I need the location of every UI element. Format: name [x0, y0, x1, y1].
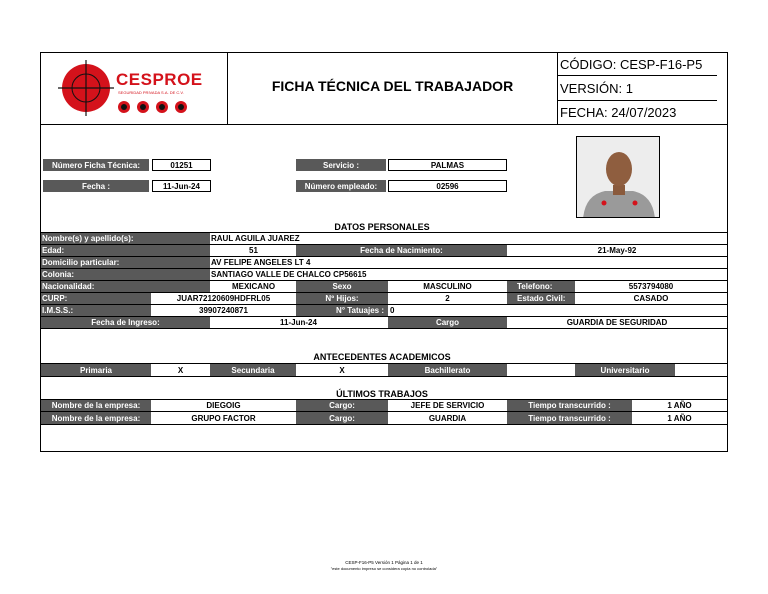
universitario-label: Universitario — [575, 364, 675, 376]
trabajo-1-tiempo-value: 1 AÑO — [667, 401, 692, 410]
cargo-value: GUARDIA DE SEGURIDAD — [566, 318, 668, 327]
datos-bottom-border — [40, 328, 728, 329]
primaria-value: X — [177, 365, 184, 375]
document-code: CÓDIGO: CESP-F16-P5 — [560, 56, 703, 72]
antecedentes-title: ANTECEDENTES ACADEMICOS — [313, 352, 451, 362]
fecha-label: Fecha : — [43, 180, 149, 192]
secundaria-label: Secundaria — [210, 364, 296, 376]
estado-civil-value: CASADO — [633, 294, 669, 303]
nombre-value: RAUL AGUILA JUAREZ — [211, 234, 300, 243]
logo-text: CESPROE — [116, 70, 203, 89]
trabajo-2-cargo-value: GUARDIA — [428, 413, 467, 423]
cargo-label: Cargo — [388, 317, 507, 328]
antecedentes-bottom-border — [40, 376, 728, 377]
servicio-label: Servicio : — [296, 159, 386, 171]
footer-copy-note: "este documento impreso se considera copia no controlada" — [330, 566, 438, 571]
trabajo-1-cargo-label: Cargo: — [296, 400, 388, 411]
trabajo-1-tiempo-label: Tiempo transcurrido : — [507, 400, 632, 411]
nacionalidad-value: MEXICANO — [231, 282, 276, 291]
logo-tagline: SEGURIDAD PRIVADA S.A. DE C.V. — [118, 90, 184, 95]
universitario-value — [675, 364, 727, 376]
curp-value: JUAR72120609HDFRL05 — [176, 294, 271, 303]
employee-portrait-icon — [577, 137, 660, 218]
footer-version-line: CESP-F16-P5 Versión 1 Página 1 de 1 — [345, 560, 423, 565]
trabajo-2-cargo-label: Cargo: — [296, 412, 388, 424]
numero-ficha-label: Número Ficha Técnica: — [43, 159, 149, 171]
tatuajes-value: 0 — [390, 306, 395, 315]
nombre-label: Nombre(s) y apellido(s): — [41, 233, 210, 244]
estado-civil-label: Estado Civil: — [507, 293, 575, 304]
edad-value: 51 — [249, 246, 258, 255]
colonia-label: Colonia: — [41, 269, 210, 280]
telefono-value: 5573794080 — [628, 282, 674, 291]
bachillerato-label: Bachillerato — [388, 364, 507, 376]
sexo-value: MASCULINO — [423, 282, 472, 291]
bachillerato-value — [507, 364, 575, 376]
header-bottom-border — [40, 124, 728, 125]
colonia-value: SANTIAGO VALLE DE CHALCO CP56615 — [211, 270, 367, 279]
sexo-label: Sexo — [296, 281, 388, 292]
fecha-nacimiento-label: Fecha de Nacimiento: — [296, 245, 507, 256]
ultimos-trabajos-title: ÚLTIMOS TRABAJOS — [336, 389, 428, 399]
hijos-value: 2 — [445, 294, 450, 303]
curp-label: CURP: — [41, 293, 151, 304]
imss-value: 39907240871 — [199, 306, 248, 315]
primaria-label: Primaria — [41, 364, 151, 376]
imss-label: I.M.S.S.: — [41, 305, 151, 316]
numero-ficha-value: 01251 — [152, 159, 211, 171]
document-date: FECHA: 24/07/2023 — [560, 105, 677, 120]
numero-empleado-label: Número empleado: — [296, 180, 386, 192]
trabajos-bottom-border — [40, 424, 728, 425]
telefono-label: Telefono: — [507, 281, 575, 292]
trabajo-2-empresa-value: GRUPO FACTOR — [191, 413, 256, 423]
trabajo-2-tiempo-value: 1 AÑO — [667, 413, 692, 423]
trabajo-2-empresa-label: Nombre de la empresa: — [41, 412, 151, 424]
trabajo-1-empresa-value: DIEGOIG — [206, 401, 241, 410]
hijos-label: Nº Hijos: — [296, 293, 388, 304]
fecha-ingreso-label: Fecha de Ingreso: — [41, 317, 210, 328]
trabajo-2-tiempo-label: Tiempo transcurrido : — [507, 412, 632, 424]
document-version: VERSIÓN: 1 — [560, 80, 633, 96]
secundaria-value: X — [339, 365, 345, 375]
fecha-ingreso-value: 11-Jun-24 — [280, 318, 317, 327]
domicilio-label: Domicilio particular: — [41, 257, 210, 268]
edad-label: Edad: — [41, 245, 210, 256]
numero-empleado-value: 02596 — [388, 180, 507, 192]
trabajo-1-empresa-label: Nombre de la empresa: — [41, 400, 151, 411]
trabajo-1-cargo-value: JEFE DE SERVICIO — [410, 401, 485, 410]
fecha-value: 11-Jun-24 — [152, 180, 211, 192]
company-logo — [58, 60, 203, 116]
page-title: FICHA TÉCNICA DEL TRABAJADOR — [271, 78, 514, 94]
tatuajes-label: N° Tatuajes : — [296, 305, 388, 316]
employee-photo — [576, 136, 660, 218]
domicilio-value: AV FELIPE ANGELES LT 4 — [211, 258, 311, 267]
servicio-value: PALMAS — [388, 159, 507, 171]
datos-personales-title: DATOS PERSONALES — [334, 222, 430, 232]
nacionalidad-label: Nacionalidad: — [41, 281, 210, 292]
fecha-nacimiento-value: 21-May-92 — [597, 246, 637, 255]
